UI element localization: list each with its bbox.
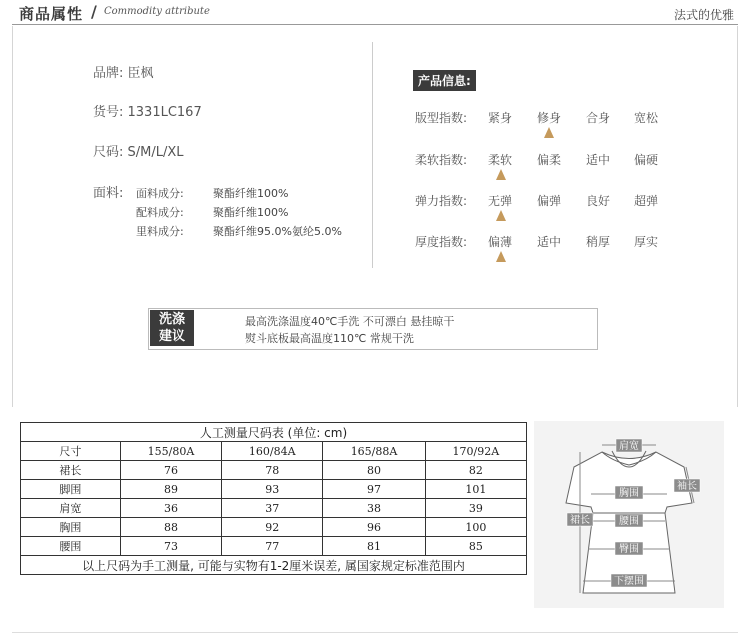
- diagram-label-hem: 下摆围: [614, 576, 644, 587]
- wash-tag-line: 洗涤: [158, 312, 185, 327]
- table-cell: 97: [323, 480, 425, 499]
- table-cell: 80: [323, 461, 425, 480]
- header-slogan: 法式的优雅: [673, 8, 734, 22]
- material-value: 聚酯纤维95.0%氨纶5.0%: [213, 225, 342, 238]
- row-label: 裙长: [21, 461, 121, 480]
- table-cell: 78: [222, 461, 323, 480]
- row-label: 肩宽: [21, 499, 121, 518]
- diagram-label-chest: 胸围: [619, 488, 639, 499]
- header-rule: [12, 24, 738, 25]
- table-cell: 38: [323, 499, 425, 518]
- table-cell: 73: [120, 537, 221, 556]
- fabric-label: 面料:: [93, 186, 124, 201]
- table-cell: 39: [425, 499, 526, 518]
- index-option: 厚实: [634, 235, 659, 249]
- material-label: 里料成分:: [136, 225, 184, 238]
- size-list: 尺码: S/M/L/XL: [93, 145, 184, 160]
- table-row: [21, 461, 527, 480]
- dress-outline-graphic: [534, 421, 724, 608]
- table-caption: 人工测量尺码表 (单位: cm): [21, 423, 527, 442]
- table-cell: 92: [222, 518, 323, 537]
- diagram-label-shoulder: 肩宽: [619, 441, 639, 452]
- index-option: 偏薄: [488, 235, 513, 249]
- table-cell: 93: [222, 480, 323, 499]
- product-info-heading: 产品信息:: [413, 70, 476, 91]
- thickness-index-label: 厚度指数:: [415, 235, 468, 249]
- row-label: 脚围: [21, 480, 121, 499]
- material-value: 聚酯纤维100%: [213, 187, 289, 200]
- table-note-row: [21, 556, 527, 575]
- table-row: [21, 480, 527, 499]
- table-cell: 89: [120, 480, 221, 499]
- index-option: 柔软: [488, 153, 513, 167]
- index-option: 良好: [586, 194, 611, 208]
- selected-indicator-icon: [496, 169, 506, 180]
- fit-index-label: 版型指数:: [415, 111, 468, 125]
- elasticity-index-label: 弹力指数:: [415, 194, 468, 208]
- vertical-divider: [372, 42, 373, 268]
- footer-rule: [12, 632, 738, 633]
- selected-indicator-icon: [544, 127, 554, 138]
- table-cell: 96: [323, 518, 425, 537]
- item-number: 货号: 1331LC167: [93, 105, 202, 120]
- table-row: [21, 537, 527, 556]
- table-cell: 37: [222, 499, 323, 518]
- size-chart-table: [20, 422, 527, 575]
- index-option: 超弹: [634, 194, 659, 208]
- table-cell: 77: [222, 537, 323, 556]
- table-cell: 101: [425, 480, 526, 499]
- index-option: 适中: [586, 153, 611, 167]
- wash-tag-line: 建议: [158, 329, 185, 344]
- table-row: [21, 518, 527, 537]
- table-cell: 76: [120, 461, 221, 480]
- material-label: 面料成分:: [136, 187, 184, 200]
- table-cell: 82: [425, 461, 526, 480]
- selected-indicator-icon: [496, 251, 506, 262]
- index-option: 合身: [586, 111, 611, 125]
- selected-indicator-icon: [496, 210, 506, 221]
- index-option: 偏硬: [634, 153, 659, 167]
- table-header-row: [21, 442, 527, 461]
- wash-line: 熨斗底板最高温度110℃ 常规干洗: [245, 332, 414, 345]
- index-option: 适中: [537, 235, 562, 249]
- table-cell: 88: [120, 518, 221, 537]
- softness-index-label: 柔软指数:: [415, 153, 468, 167]
- column-header: 170/92A: [425, 442, 526, 461]
- index-option: 修身: [537, 111, 562, 125]
- column-header: 165/88A: [323, 442, 425, 461]
- table-cell: 100: [425, 518, 526, 537]
- measurement-diagram: [534, 421, 724, 608]
- section-title: 商品属性: [19, 5, 84, 23]
- index-option: 紧身: [488, 111, 513, 125]
- diagram-label-hip: 臀围: [619, 544, 639, 555]
- diagram-label-sleeve: 袖长: [677, 481, 697, 492]
- table-cell: 85: [425, 537, 526, 556]
- row-label: 腰围: [21, 537, 121, 556]
- index-option: 无弹: [488, 194, 513, 208]
- column-header: 155/80A: [120, 442, 221, 461]
- index-option: 偏柔: [537, 153, 562, 167]
- row-label: 胸围: [21, 518, 121, 537]
- diagram-label-length: 裙长: [570, 515, 590, 526]
- wash-tag: [150, 310, 194, 346]
- wash-line: 最高洗涤温度40℃手洗 不可漂白 悬挂晾干: [245, 315, 455, 328]
- table-caption-row: [21, 423, 527, 442]
- column-header: 尺寸: [21, 442, 121, 461]
- column-header: 160/84A: [222, 442, 323, 461]
- table-cell: 36: [120, 499, 221, 518]
- index-option: 偏弹: [537, 194, 562, 208]
- title-divider: /: [91, 2, 97, 21]
- material-value: 聚酯纤维100%: [213, 206, 289, 219]
- index-option: 宽松: [634, 111, 659, 125]
- index-option: 稍厚: [586, 235, 611, 249]
- diagram-label-waist: 腰围: [619, 516, 639, 527]
- table-row: [21, 499, 527, 518]
- brand-info: 品牌: 臣枫: [93, 66, 154, 81]
- section-subtitle: Commodity attribute: [104, 6, 210, 17]
- material-label: 配料成分:: [136, 206, 184, 219]
- table-cell: 81: [323, 537, 425, 556]
- table-note: 以上尺码为手工测量, 可能与实物有1-2厘米误差, 属国家规定标准范围内: [21, 556, 527, 575]
